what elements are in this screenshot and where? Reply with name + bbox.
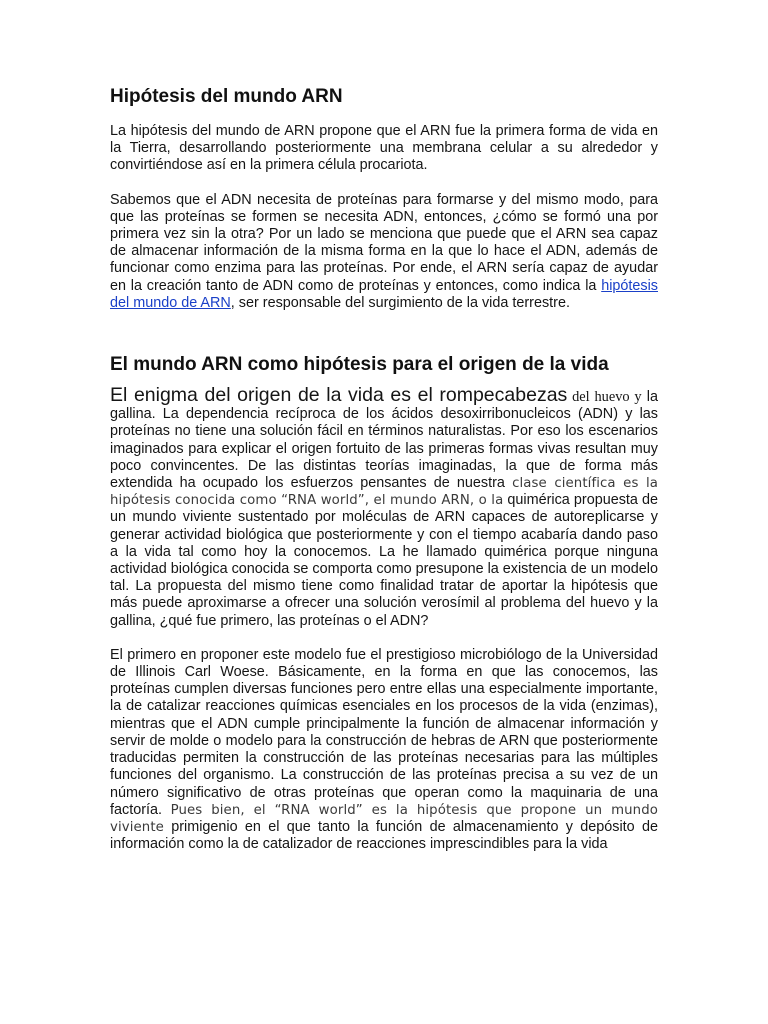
- paragraph-enigma: [110, 384, 658, 630]
- paragraph-text: Sabemos que el ADN necesita de proteínas para formarse y del mismo modo, para que las proteínas se formen se necesita ADN, entonces, ¿cómo se formó una por primera vez sin la otra? Por un lado se menciona que puede que el ARN sea capaz de almacenar información de la misma forma en la que lo hace el ADN, además de funcionar como enzima para las proteínas. Por ende, el ARN sería capaz de ayudar en la creación tanto de ADN como de proteínas y entonces, como indica la: [110, 191, 658, 294]
- quoted-text: clase científica es la hipótesis conocida como “RNA world”, el mundo ARN, o la: [110, 476, 658, 509]
- paragraph-text: la gallina. La dependencia recíproca de los ácidos desoxirribonucleicos (ADN) y las proteínas no tiene una solución fácil en términos naturalistas. Por eso los escenarios imaginados para explicar el origen fortuito de las primeras formas vivas resultan muy poco convincentes. De las distintas teorías imaginadas, la que de forma más extendida ha ocupado los esfuerzos pensantes de nuestra: [110, 389, 658, 492]
- serif-text: del huevo y: [567, 389, 642, 406]
- paragraph-woese: [110, 647, 658, 853]
- section-heading-arn-world: Hipótesis del mundo ARN: [110, 86, 343, 107]
- paragraph-adn-proteins: [110, 192, 658, 312]
- paragraph-text: primigenio en el que tanto la función de almacenamiento y depósito de información como la de catalizador de reacciones imprescindibles para la vida: [110, 818, 658, 853]
- paragraph-text: El primero en proponer este modelo fue el prestigioso microbiólogo de la Universidad de Illinois Carl Woese. Básicamente, en la forma en que las conocemos, las proteínas cumplen diversas funciones pero entre ellas una especialmente importante, la de catalizar reacciones químicas esenciales en los procesos de la vida (enzimas), mientras que el ADN cumple principalmente la función de almacenar información y servir de molde o modelo para la construcción de hebras de ARN que posteriormente traducidas permiten la construcción de las proteínas necesarias para las múltiples funciones del organismo. La construcción de las proteínas precisa a su vez de un número significativo de otras proteínas que operan como la maquinaria de una factoría.: [110, 646, 658, 818]
- paragraph-text: , ser responsable del surgimiento de la vida terrestre.: [230, 294, 570, 311]
- lead-text: El enigma del origen de la vida es el rompecabezas: [110, 384, 568, 407]
- hypothesis-link[interactable]: hipótesis del mundo de ARN: [110, 277, 658, 311]
- document-content: [110, 84, 658, 853]
- section-heading-origin-of-life: El mundo ARN como hipótesis para el origen de la vida: [110, 354, 609, 376]
- quoted-text: Pues bien, el “RNA world” es la hipótesis que propone un mundo viviente: [110, 802, 658, 835]
- paragraph-text: quimérica propuesta de un mundo viviente sustentado por moléculas de ARN capaces de autoreplicarse y generar actividad biológica que posteriormente y con el tiempo acabaría dando paso a la vida tal como hoy la conocemos. La he llamado quimérica porque ninguna actividad biológica conocida se comporta como presupone la existencia de un modelo tal. La propuesta del mismo tiene como finalidad tratar de aportar la hipótesis que más puede aproximarse a ofrecer una solución verosímil al problema del huevo y la gallina, ¿qué fue primero, las proteínas o el ADN?: [110, 492, 658, 629]
- paragraph-intro: La hipótesis del mundo de ARN propone que el ARN fue la primera forma de vida en la Tierra, desarrollando posteriormente una membrana celular a su alrededor y convirtiéndose así en la primera célula procariota.: [110, 123, 658, 174]
